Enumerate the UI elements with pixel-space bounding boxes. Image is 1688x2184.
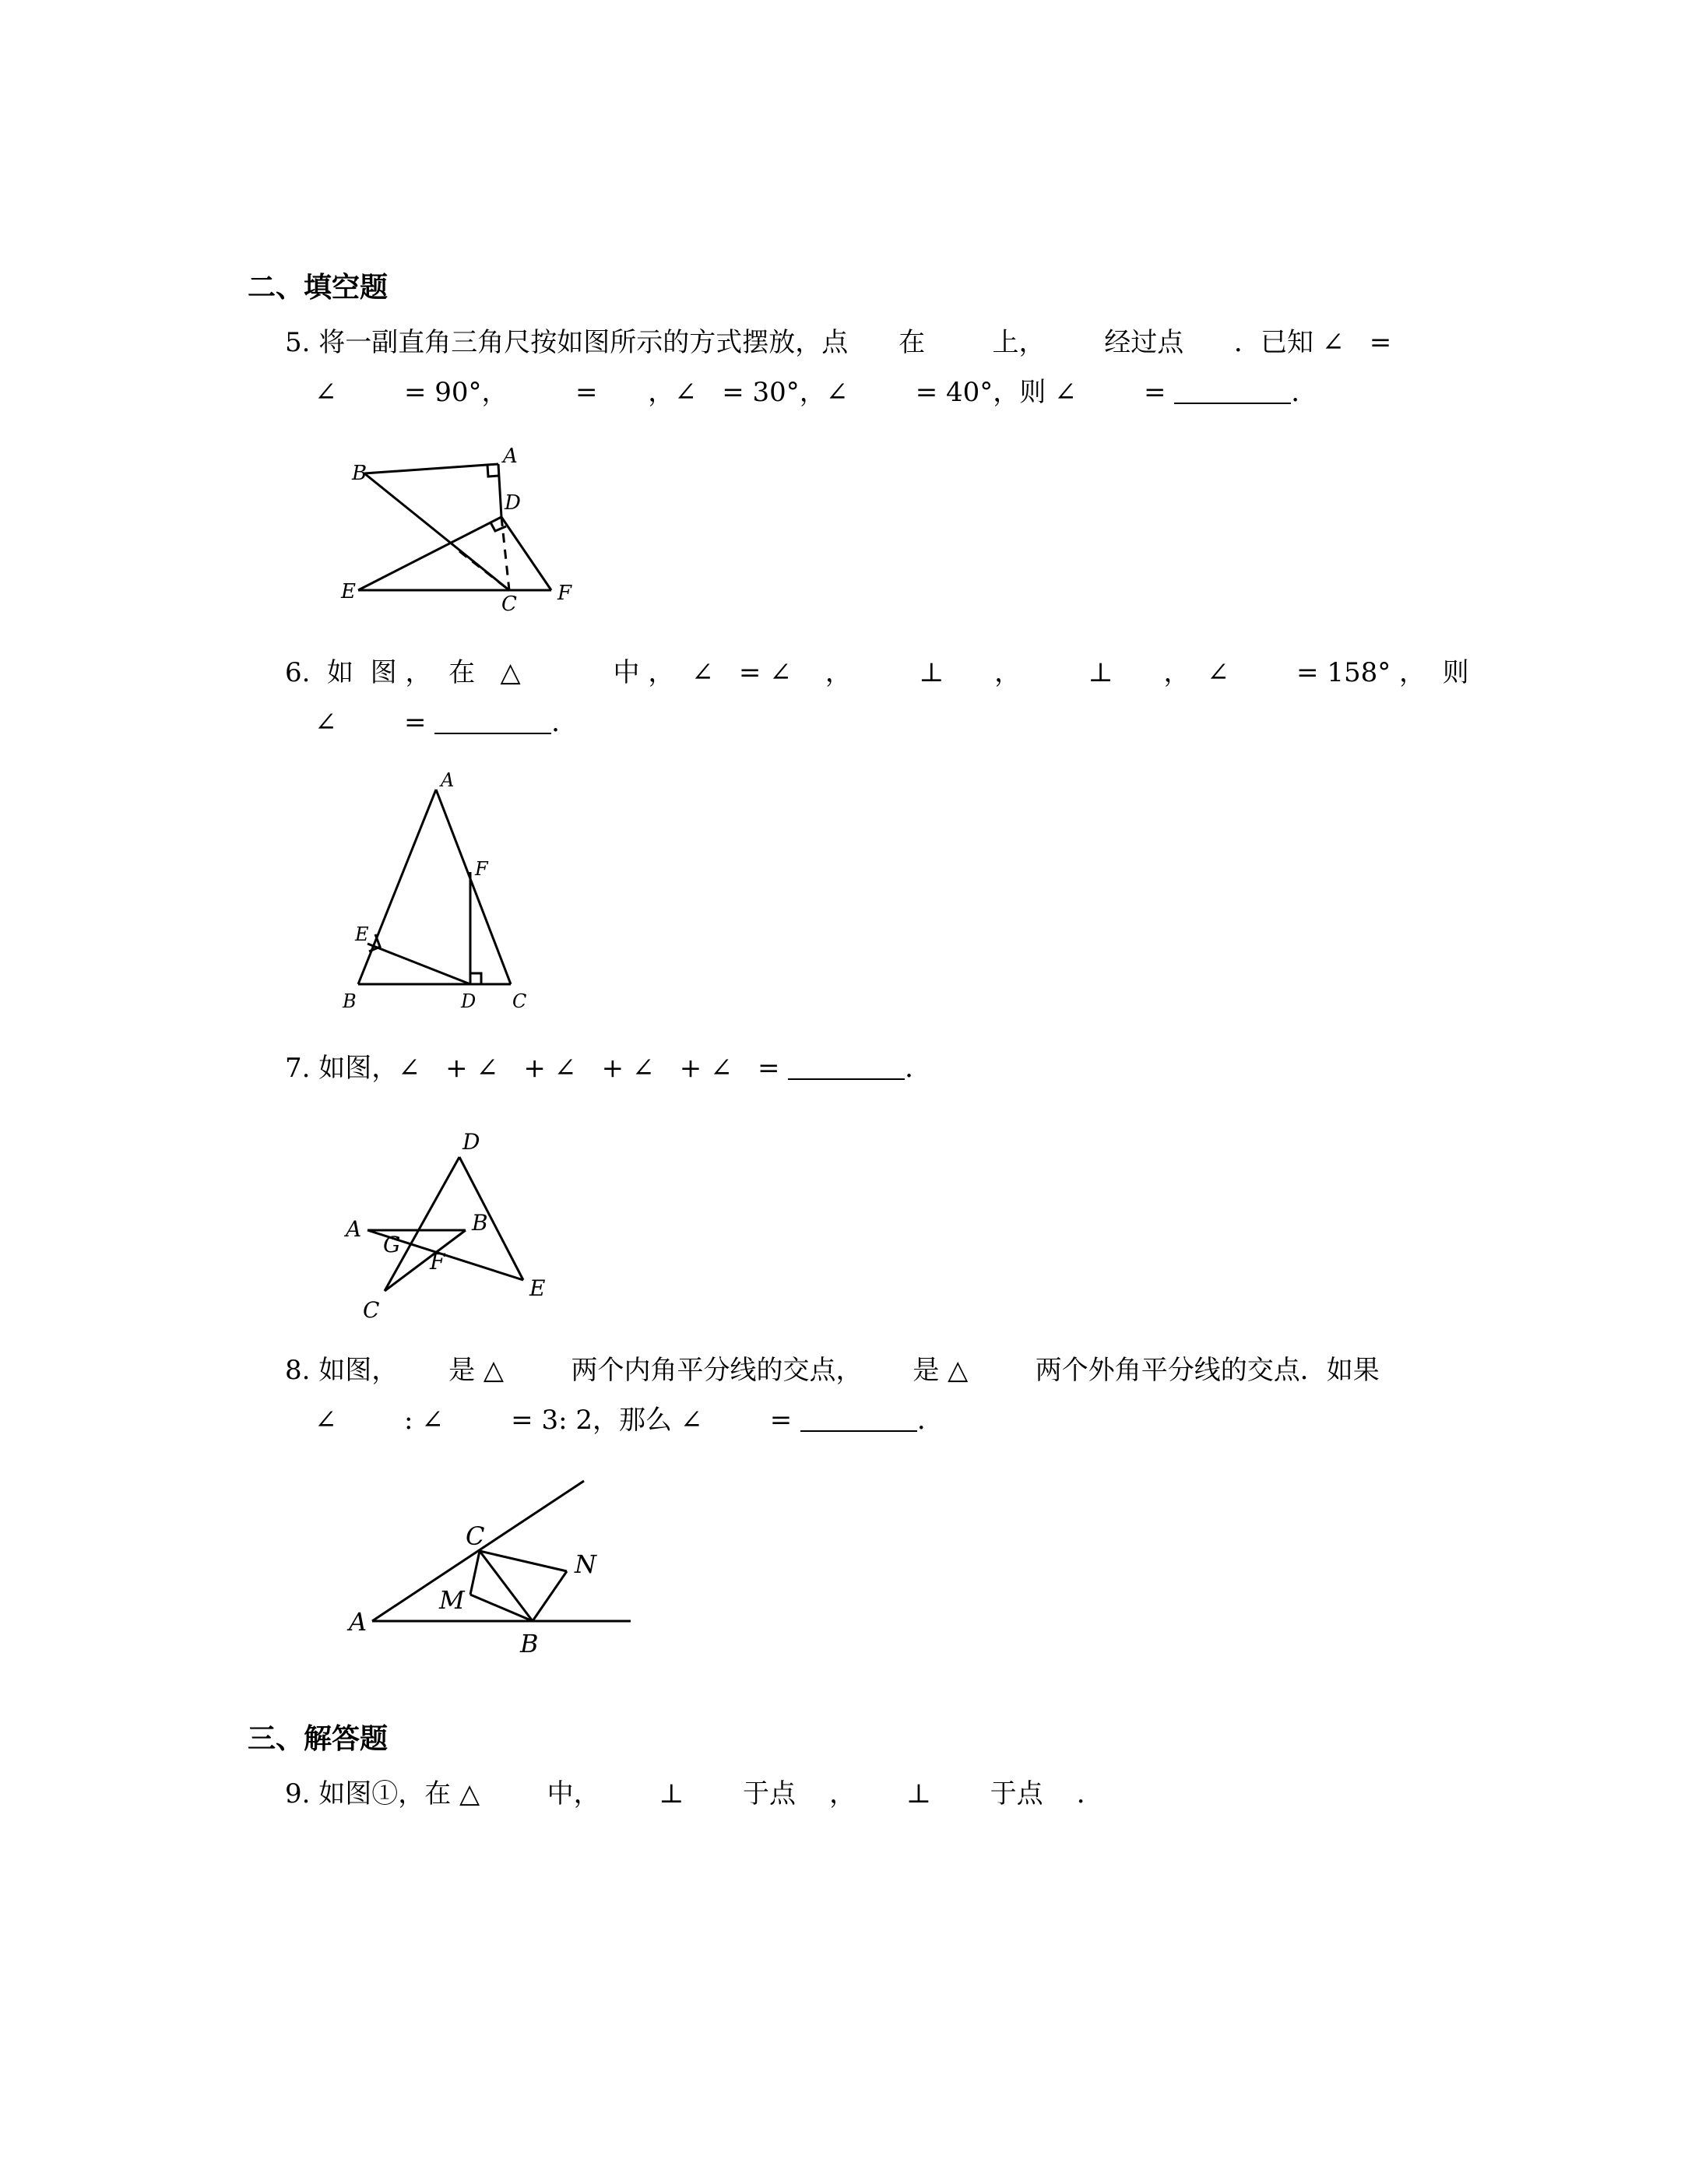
q8-line2-end: ． bbox=[917, 1405, 944, 1436]
q8-label-C: C bbox=[466, 1521, 485, 1551]
q6-label-E: E bbox=[355, 923, 369, 945]
q7-label-G: G bbox=[383, 1232, 401, 1257]
q7-answer-blank[interactable] bbox=[788, 1055, 905, 1080]
q5-label-E: E bbox=[341, 580, 356, 603]
q5-line1: 5. 将一副直角三角尺按如图所示的方式摆放，点 在 上， 经过点 ．已知 ∠ = bbox=[285, 327, 1392, 358]
q7-label-A: A bbox=[346, 1216, 362, 1242]
q8-line2 bbox=[315, 1403, 944, 1437]
q8-answer-blank[interactable] bbox=[800, 1407, 917, 1432]
section-heading-answer: 三、解答题 bbox=[248, 1723, 389, 1755]
q7-line1-text: 7. 如图，∠ + ∠ + ∠ + ∠ + ∠ = bbox=[285, 1053, 789, 1084]
q5-right-angle-D bbox=[491, 522, 506, 531]
q7-line1 bbox=[285, 1051, 931, 1085]
q8-label-B: B bbox=[520, 1629, 539, 1658]
q6-answer-blank[interactable] bbox=[434, 709, 551, 734]
q6-line2-end: ． bbox=[551, 707, 578, 738]
q8-ray-AC bbox=[372, 1481, 584, 1621]
q6-line2-text: ∠ = bbox=[315, 707, 435, 738]
q7-line1-end: ． bbox=[905, 1053, 932, 1084]
q5-line2 bbox=[315, 375, 1317, 410]
q6-line2 bbox=[315, 705, 578, 740]
q8-line2-text: ∠ : ∠ = 3: 2，那么 ∠ = bbox=[315, 1405, 801, 1436]
q7-label-D: D bbox=[462, 1129, 480, 1155]
q6-segment-AC bbox=[436, 790, 511, 984]
q5-segment-ED bbox=[358, 517, 501, 590]
q8-segment-NB bbox=[533, 1571, 567, 1621]
q7-segment-CD bbox=[385, 1157, 459, 1291]
q7-label-B: B bbox=[472, 1210, 488, 1236]
q6-label-C: C bbox=[512, 990, 527, 1012]
q6-line1: 6. 如 图 ， 在 △ 中 ， ∠ = ∠ ， ⊥ ， ⊥ ， ∠ = 158° ， 则 bbox=[285, 657, 1469, 688]
q6-figure bbox=[335, 771, 553, 1012]
q8-label-A: A bbox=[349, 1607, 367, 1637]
q8-line1: 8. 如图， 是 △ 两个内角平分线的交点， 是 △ 两个外角平分线的交点．如果 bbox=[285, 1355, 1380, 1386]
q8-label-N: N bbox=[575, 1549, 596, 1579]
q5-figure bbox=[335, 444, 584, 615]
q8-label-M: M bbox=[439, 1585, 465, 1615]
q5-segment-DF bbox=[501, 517, 551, 590]
q7-figure bbox=[335, 1121, 568, 1324]
q5-line2-end: ． bbox=[1291, 377, 1318, 408]
q8-segment-CM bbox=[470, 1551, 480, 1595]
q5-label-C: C bbox=[501, 593, 517, 616]
q7-label-E: E bbox=[529, 1275, 546, 1301]
section-heading-fill-in: 二、填空题 bbox=[248, 272, 389, 304]
q6-label-B: B bbox=[343, 990, 357, 1012]
q5-answer-blank[interactable] bbox=[1174, 379, 1291, 404]
q7-label-C: C bbox=[363, 1297, 380, 1323]
q5-label-F: F bbox=[557, 582, 572, 605]
q6-segment-ED bbox=[367, 944, 470, 984]
q5-segment-AD bbox=[498, 464, 501, 517]
q9-line1: 9. 如图①，在 △ 中， ⊥ 于点 ， ⊥ 于点 ． bbox=[285, 1778, 1103, 1809]
q6-label-D: D bbox=[461, 990, 477, 1012]
q6-label-F: F bbox=[475, 858, 488, 880]
q5-line2-text: ∠ = 90°， = ，∠ = 30°，∠ = 40°，则 ∠ = bbox=[315, 377, 1175, 408]
q7-label-F: F bbox=[430, 1249, 445, 1275]
q8-figure bbox=[343, 1472, 638, 1658]
q5-label-B: B bbox=[352, 462, 367, 485]
q6-label-A: A bbox=[441, 769, 455, 791]
q5-label-D: D bbox=[505, 491, 521, 515]
q5-segment-BA bbox=[364, 464, 498, 473]
q5-label-A: A bbox=[503, 445, 518, 468]
q6-right-angle-D bbox=[470, 973, 481, 984]
